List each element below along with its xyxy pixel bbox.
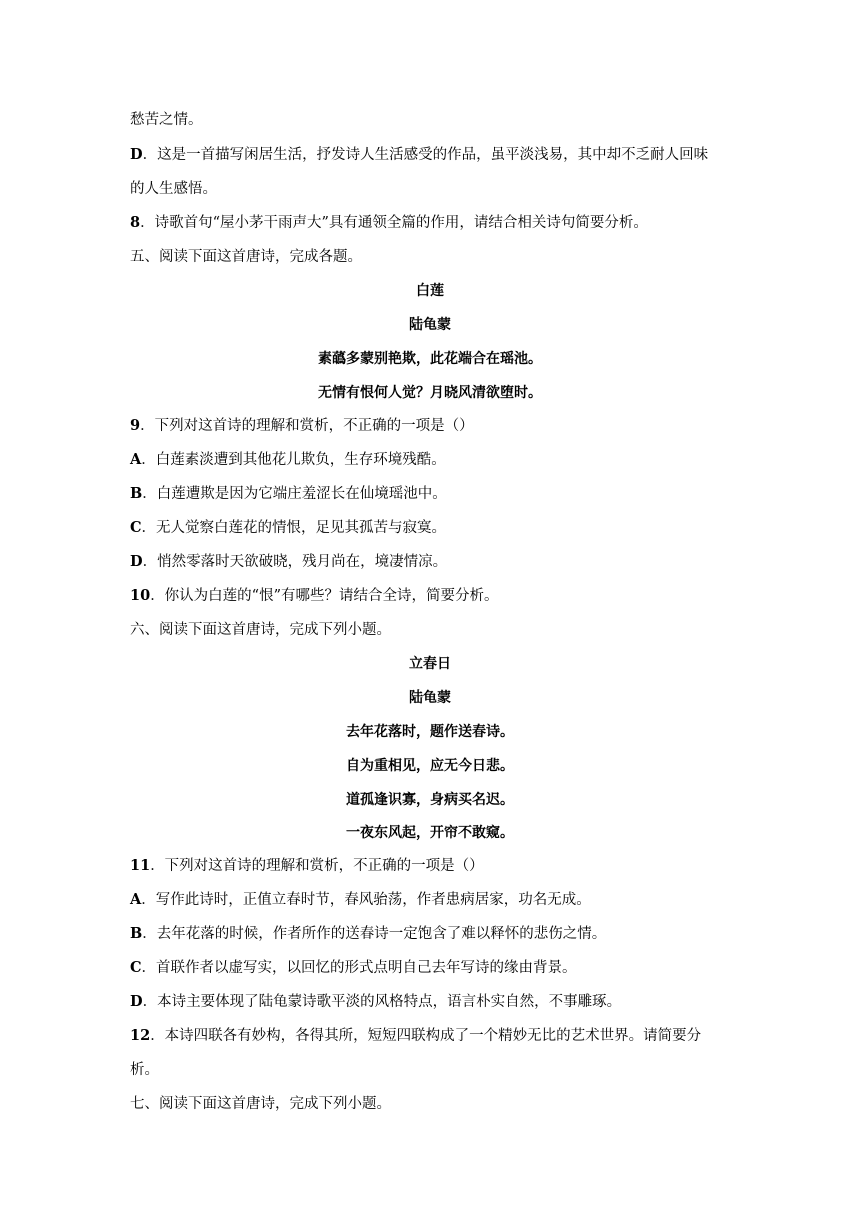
option-text: ．本诗主要体现了陆龟蒙诗歌平淡的风格特点，语言朴实自然，不事雕琢。 (142, 994, 622, 1010)
poem-line: 素蘤多蒙别艳欺，此花端合在瑶池。 (318, 351, 542, 367)
poem-line: 道孤逢识寡，身病买名迟。 (346, 792, 514, 808)
option-text: ．这是一首描写闲居生活，抒发诗人生活感受的作品，虽平淡浅易，其中却不乏耐人回味 (142, 147, 709, 163)
option-text: ．首联作者以虚写实，以回忆的形式点明自己去年写诗的缘由背景。 (141, 960, 577, 976)
poem-author: 陆龟蒙 (409, 317, 451, 333)
question-number: 9 (130, 417, 141, 434)
option-d-line (130, 992, 621, 1012)
question-11 (130, 856, 484, 876)
question-text: ．下列对这首诗的理解和赏析，不正确的一项是（） (150, 858, 484, 874)
question-text: ．本诗四联各有妙构，各得其所，短短四联构成了一个精妙无比的艺术世界。请简要分 (150, 1028, 702, 1044)
question-text: ．你认为白莲的“恨”有哪些？请结合全诗，简要分析。 (150, 588, 499, 604)
option-a-line (130, 890, 591, 910)
option-label: C (130, 519, 142, 536)
option-text: ．去年花落的时候，作者所作的送春诗一定饱含了难以释怀的悲伤之情。 (142, 926, 607, 942)
poem-line: 去年花落时，题作送春诗。 (346, 724, 514, 740)
poem-line: 自为重相见，应无今日悲。 (346, 758, 514, 774)
poem-line: 一夜东风起，开帘不敢窥。 (346, 825, 514, 841)
section-heading: 五、阅读下面这首唐诗，完成各题。 (130, 249, 362, 265)
option-b-line (130, 484, 447, 504)
question-number: 11 (130, 857, 151, 874)
question-9 (130, 416, 474, 436)
option-text: ．悄然零落时天欲破晓，残月尚在，境凄情凉。 (142, 554, 448, 570)
option-text: ．白莲遭欺是因为它端庄羞涩长在仙境瑶池中。 (142, 486, 447, 502)
option-c-line (130, 958, 577, 978)
option-b-line (130, 924, 606, 944)
question-text: ．诗歌首句“屋小茅干雨声大”具有通领全篇的作用，请结合相关诗句简要分析。 (140, 215, 648, 231)
poem-author: 陆龟蒙 (409, 690, 451, 706)
question-number: 10 (130, 587, 151, 604)
question-8 (130, 213, 648, 233)
option-d-line (130, 145, 708, 165)
question-number: 8 (130, 214, 141, 231)
option-label: D (130, 993, 143, 1010)
option-c-line (130, 518, 446, 538)
option-label: D (130, 146, 143, 163)
poem-title: 白莲 (416, 283, 444, 299)
option-a-line (130, 450, 446, 470)
option-label: A (130, 891, 142, 908)
question-12 (130, 1026, 701, 1046)
option-label: C (130, 959, 142, 976)
question-text: ．下列对这首诗的理解和赏析，不正确的一项是（） (140, 418, 474, 434)
option-label: B (130, 485, 143, 502)
option-text: ．写作此诗时，正值立春时节，春风骀荡，作者患病居家，功名无成。 (141, 892, 591, 908)
poem-title: 立春日 (409, 656, 451, 672)
question-number: 12 (130, 1027, 151, 1044)
text-line: 的人生感悟。 (130, 181, 217, 197)
section-heading: 六、阅读下面这首唐诗，完成下列小题。 (130, 622, 391, 638)
option-text: ．白莲素淡遭到其他花儿欺负，生存环境残酷。 (141, 452, 446, 468)
option-label: B (130, 925, 143, 942)
option-label: A (130, 451, 142, 468)
option-text: ．无人觉察白莲花的情恨，足见其孤苦与寂寞。 (141, 520, 447, 536)
option-d-line (130, 552, 447, 572)
text-line: 愁苦之情。 (130, 112, 203, 128)
poem-line: 无情有恨何人觉？月晓风清欲堕时。 (318, 385, 542, 401)
question-10 (130, 586, 499, 606)
option-label: D (130, 553, 143, 570)
text-line: 析。 (130, 1062, 159, 1078)
section-heading: 七、阅读下面这首唐诗，完成下列小题。 (130, 1096, 391, 1112)
